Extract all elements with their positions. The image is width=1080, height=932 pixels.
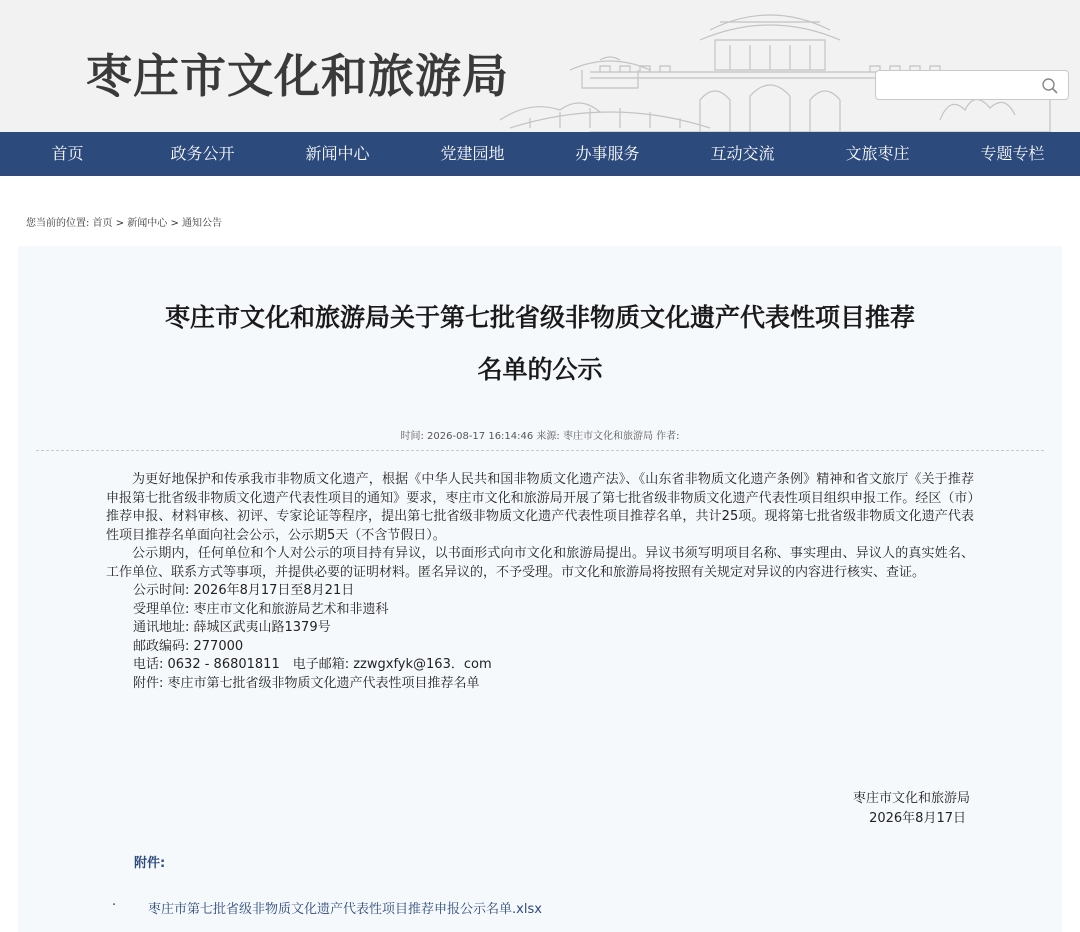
search-box[interactable] bbox=[875, 70, 1069, 100]
nav-item-news-center[interactable]: 新闻中心 bbox=[305, 144, 370, 163]
site-title[interactable]: 枣庄市文化和旅游局 bbox=[86, 49, 509, 103]
article-meta: 时间: 2026-08-17 16:14:46 来源: 枣庄市文化和旅游局 作者: bbox=[400, 431, 680, 442]
nav-item-home[interactable]: 首页 bbox=[51, 144, 84, 163]
nav-item-services[interactable]: 办事服务 bbox=[575, 144, 640, 163]
info-line-period: 公示时间: 2026年8月17日至8月21日 bbox=[133, 583, 355, 598]
article-title-line-2: 名单的公示 bbox=[477, 355, 603, 384]
main-nav bbox=[0, 132, 1080, 176]
nav-item-party-building[interactable]: 党建园地 bbox=[440, 144, 505, 163]
article-panel bbox=[18, 246, 1062, 932]
article-body bbox=[106, 471, 974, 693]
signature-org: 枣庄市文化和旅游局 bbox=[852, 791, 970, 806]
paragraph-intro: 为更好地保护和传承我市非物质文化遗产，根据《中华人民共和国非物质文化遗产法》、《山东省非物质文化遗产条例》精神和省文旅厅《关于推荐申报第七批省级非物质文化遗产代表性项目的通知》要求，枣庄市文化和旅游局开展了第七批省级非物质文化遗产代表性项目组织申报工作。经区（市）推荐申报、材料审核、初评、专家论证等程序，提出第七批省级非物质文化遗产代表性项目推荐名单，共计25项。现将第七批省级非物质文化遗产代表性项目推荐名单面向社会公示，公示期5天（不含节假日）。 bbox=[106, 472, 974, 543]
search-icon[interactable] bbox=[1040, 76, 1060, 96]
bullet-icon: · bbox=[112, 898, 117, 913]
info-line-attachment: 附件: 枣庄市第七批省级非物质文化遗产代表性项目推荐名单 bbox=[133, 675, 480, 691]
search-input[interactable] bbox=[884, 75, 1034, 95]
article-title-line-1: 枣庄市文化和旅游局关于第七批省级非物质文化遗产代表性项目推荐 bbox=[164, 303, 915, 332]
info-line-unit: 受理单位: 枣庄市文化和旅游局艺术和非遗科 bbox=[133, 601, 389, 617]
nav-item-government-affairs[interactable]: 政务公开 bbox=[170, 144, 235, 163]
nav-item-culture-tourism[interactable]: 文旅枣庄 bbox=[845, 144, 910, 163]
city-gate-illustration bbox=[470, 0, 1080, 132]
info-line-contact: 电话: 0632 - 86801811 电子邮箱: zzwgxfyk@163．com bbox=[133, 657, 492, 672]
dashed-divider bbox=[36, 450, 1044, 451]
nav-item-interaction[interactable]: 互动交流 bbox=[710, 144, 775, 163]
attachment-download-link[interactable]: 枣庄市第七批省级非物质文化遗产代表性项目推荐申报公示名单.xlsx bbox=[148, 902, 542, 917]
attachment-label: 附件: bbox=[134, 856, 166, 871]
nav-item-special-topics[interactable]: 专题专栏 bbox=[980, 144, 1045, 163]
info-line-address: 通讯地址: 薛城区武夷山路1379号 bbox=[133, 620, 331, 635]
article-title bbox=[18, 292, 1062, 396]
signature-date: 2026年8月17日 bbox=[869, 811, 966, 826]
paragraph-objection: 公示期内，任何单位和个人对公示的项目持有异议，以书面形式向市文化和旅游局提出。异议书须写明项目名称、事实理由、异议人的真实姓名、工作单位、联系方式等事项，并提供必要的证明材料。匿名异议的，不予受理。市文化和旅游局将按照有关规定对异议的内容进行核实、查证。 bbox=[106, 546, 974, 580]
site-header bbox=[0, 0, 1080, 132]
breadcrumb[interactable]: 您当前的位置: 首页 > 新闻中心 > 通知公告 bbox=[26, 218, 223, 229]
signature-block bbox=[853, 789, 970, 829]
info-line-postcode: 邮政编码: 277000 bbox=[133, 638, 244, 654]
